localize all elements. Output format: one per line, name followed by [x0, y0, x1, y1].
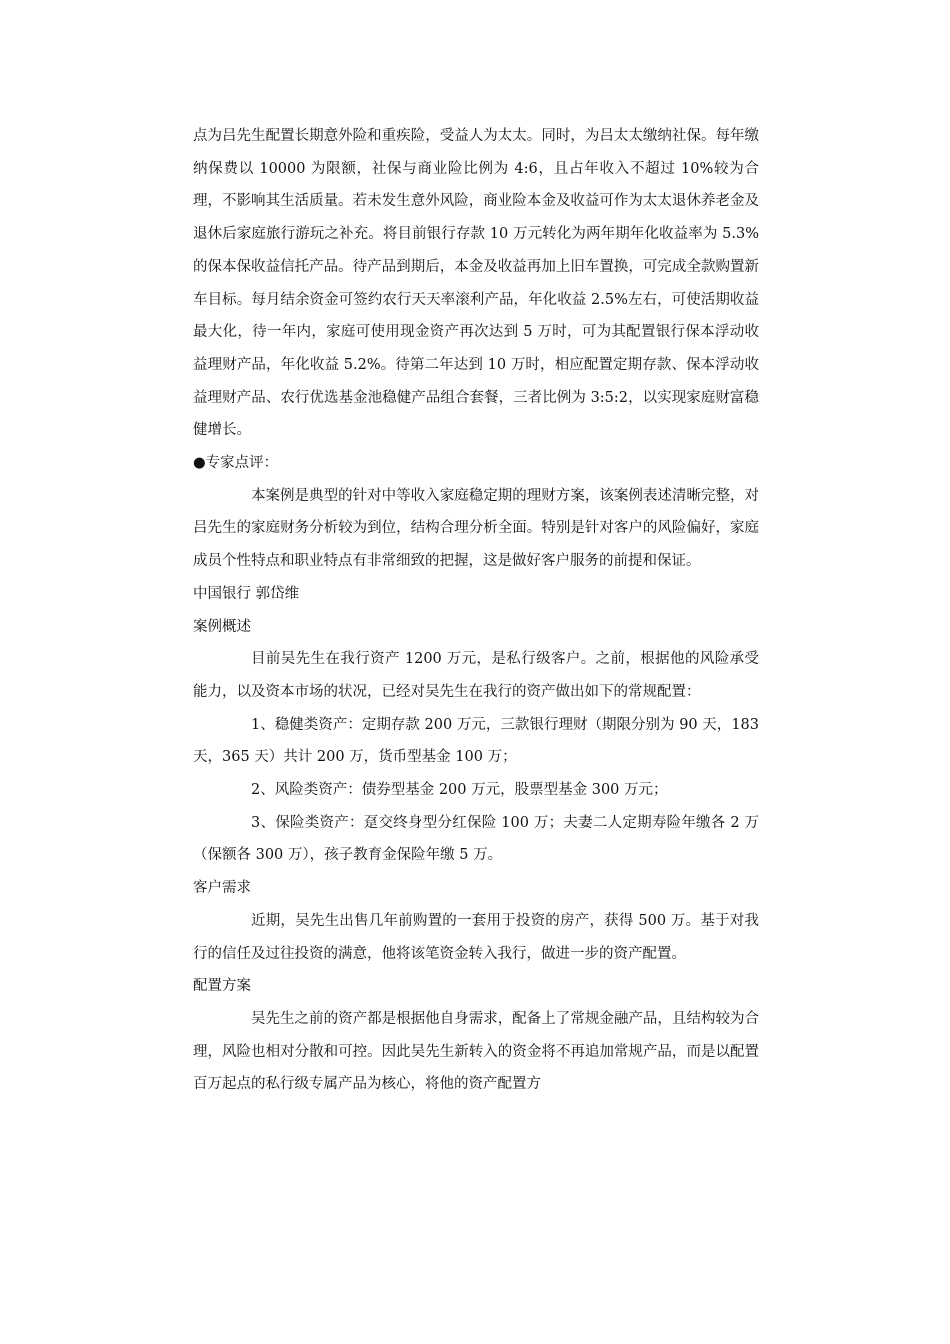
list-item-insurance-assets: 3、保险类资产：趸交终身型分红保险 100 万；夫妻二人定期寿险年缴各 2 万（保额各 300 万），孩子教育金保险年缴 5 万。: [193, 814, 759, 864]
list-item-risk-assets: 2、风险类资产：债券型基金 200 万元，股票型基金 300 万元；: [251, 782, 668, 799]
section-heading-needs: 客户需求: [193, 880, 251, 897]
paragraph-overview: 目前吴先生在我行资产 1200 万元，是私行级客户。之前，根据他的风险承受能力，以及资本市场的状况，已经对吴先生在我行的资产做出如下的常规配置：: [193, 651, 759, 700]
paragraph-expert-comment: 本案例是典型的针对中等收入家庭稳定期的理财方案，该案例表述清晰完整，对吕先生的家庭财务分析较为到位，结构合理分析全面。特别是针对客户的风险偏好，家庭成员个性特点和职业特点有非常细致的把握，这是做好客户服务的前提和保证。: [193, 487, 759, 570]
paragraph-needs: 近期，吴先生出售几年前购置的一套用于投资的房产，获得 500 万。基于对我行的信任及过往投资的满意，他将该笔资金转入我行，做进一步的资产配置。: [193, 912, 759, 962]
paragraph-insurance-plan: 点为吕先生配置长期意外险和重疾险，受益人为太太。同时，为吕太太缴纳社保。每年缴纳保费以 10000 为限额，社保与商业险比例为 4:6，且占年收入不超过 10%较为合理，不影响其生活质量。若未发生意外风险，商业险本金及收益可作为太太退休养老金及退休后家庭旅行游玩之补充。将目前银行存款 10 万元转化为两年期年化收益率为 5.3%的保本保收益信托产品。待产品到期后，本金及收益再加上旧车置换，可完成全款购置新车目标。每月结余资金可签约农行天天率滚利产品，年化收益 2.5%左右，可使活期收益最大化，待一年内，家庭可使用现金资产再次达到 5 万时，可为其配置银行保本浮动收益理财产品，年化收益 5.2%。待第二年达到 10 万时，相应配置定期存款、保本浮动收益理财产品、农行优选基金池稳健产品组合套餐，三者比例为 3:5:2，以实现家庭财富稳健增长。: [193, 128, 760, 439]
section-heading-overview: 案例概述: [193, 618, 251, 635]
document-body: [193, 120, 759, 1101]
expert-comment-heading: [193, 447, 759, 480]
section-heading-plan: 配置方案: [193, 978, 251, 995]
bullet-icon: ●: [193, 455, 206, 472]
author-line: 中国银行 郭岱维: [193, 585, 300, 602]
expert-comment-title: 专家点评：: [205, 455, 279, 472]
paragraph-plan: 吴先生之前的资产都是根据他自身需求，配备上了常规金融产品，且结构较为合理，风险也相对分散和可控。因此吴先生新转入的资金将不再追加常规产品，而是以配置百万起点的私行级专属产品为核心，将他的资产配置方: [193, 1010, 759, 1093]
list-item-stable-assets: 1、稳健类资产：定期存款 200 万元，三款银行理财（期限分别为 90 天，183 天，365 天）共计 200 万，货币型基金 100 万；: [193, 716, 759, 766]
